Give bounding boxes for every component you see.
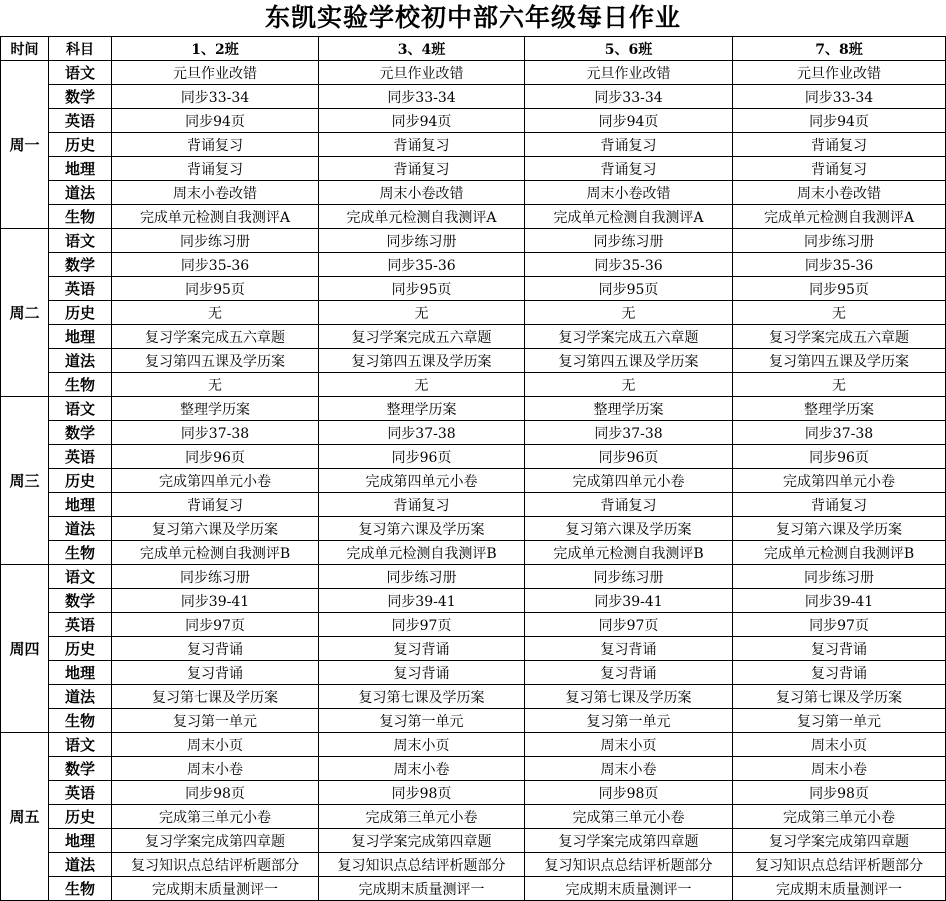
homework-cell: 复习第七课及学历案 [733,685,946,709]
homework-cell: 无 [733,373,946,397]
page-title: 东凯实验学校初中部六年级每日作业 [264,3,681,32]
table-row [1,733,946,757]
homework-cell: 元旦作业改错 [112,61,319,85]
subject-label: 英语 [49,445,112,469]
homework-cell: 完成第三单元小卷 [319,805,525,829]
homework-cell: 同步95页 [733,277,946,301]
homework-cell: 复习第六课及学历案 [525,517,733,541]
header-row [1,37,946,61]
table-row [1,565,946,589]
subject-label: 数学 [49,253,112,277]
homework-cell: 周末小卷 [319,757,525,781]
homework-cell: 完成期末质量测评一 [319,877,525,901]
homework-cell: 周末小页 [319,733,525,757]
homework-cell: 复习背诵 [525,637,733,661]
table-row [1,589,946,613]
homework-cell: 复习背诵 [733,661,946,685]
homework-cell: 无 [733,301,946,325]
header-class-3-4: 3、4班 [319,37,525,61]
homework-cell: 同步35-36 [733,253,946,277]
homework-cell: 复习背诵 [733,637,946,661]
homework-cell: 复习第七课及学历案 [112,685,319,709]
homework-cell: 完成第四单元小卷 [112,469,319,493]
homework-cell: 完成第四单元小卷 [525,469,733,493]
homework-cell: 同步95页 [112,277,319,301]
homework-cell: 复习第六课及学历案 [733,517,946,541]
homework-cell: 复习学案完成第四章题 [525,829,733,853]
subject-label: 语文 [49,229,112,253]
table-body [1,61,946,901]
homework-cell: 周末小卷改错 [525,181,733,205]
homework-cell: 复习学案完成五六章题 [319,325,525,349]
homework-cell: 复习知识点总结评析题部分 [525,853,733,877]
homework-cell: 同步98页 [733,781,946,805]
homework-cell: 无 [112,373,319,397]
table-row [1,613,946,637]
homework-cell: 复习知识点总结评析题部分 [112,853,319,877]
day-label: 周二 [1,229,49,397]
table-row [1,829,946,853]
homework-cell: 周末小卷改错 [733,181,946,205]
homework-cell: 同步练习册 [525,565,733,589]
day-label: 周四 [1,565,49,733]
homework-cell: 完成单元检测自我测评A [733,205,946,229]
table-row [1,349,946,373]
homework-cell: 复习学案完成第四章题 [112,829,319,853]
homework-cell: 同步33-34 [319,85,525,109]
table-row [1,109,946,133]
homework-cell: 完成单元检测自我测评B [733,541,946,565]
subject-label: 历史 [49,637,112,661]
day-label: 周一 [1,61,49,229]
day-label: 周五 [1,733,49,901]
homework-cell: 完成期末质量测评一 [733,877,946,901]
homework-cell: 同步练习册 [525,229,733,253]
homework-cell: 背诵复习 [112,133,319,157]
table-row [1,637,946,661]
homework-cell: 同步练习册 [112,565,319,589]
homework-cell: 元旦作业改错 [319,61,525,85]
homework-cell: 完成单元检测自我测评A [319,205,525,229]
homework-cell: 周末小卷 [112,757,319,781]
subject-label: 道法 [49,349,112,373]
homework-cell: 复习第七课及学历案 [525,685,733,709]
subject-label: 生物 [49,709,112,733]
homework-cell: 完成单元检测自我测评A [525,205,733,229]
homework-cell: 同步98页 [112,781,319,805]
homework-cell: 背诵复习 [733,157,946,181]
homework-cell: 复习第七课及学历案 [319,685,525,709]
homework-cell: 无 [525,301,733,325]
homework-cell: 同步练习册 [319,565,525,589]
table-row [1,61,946,85]
homework-cell: 复习知识点总结评析题部分 [733,853,946,877]
subject-label: 地理 [49,157,112,181]
homework-cell: 同步97页 [319,613,525,637]
subject-label: 历史 [49,133,112,157]
homework-cell: 背诵复习 [112,157,319,181]
table-row [1,325,946,349]
subject-label: 历史 [49,805,112,829]
homework-cell: 复习第四五课及学历案 [525,349,733,373]
homework-cell: 同步95页 [319,277,525,301]
homework-cell: 同步94页 [319,109,525,133]
subject-label: 数学 [49,757,112,781]
header-subject: 科目 [49,37,112,61]
homework-cell: 完成期末质量测评一 [525,877,733,901]
homework-cell: 整理学历案 [319,397,525,421]
subject-label: 生物 [49,541,112,565]
header-time: 时间 [1,37,49,61]
subject-label: 生物 [49,205,112,229]
header-class-1-2: 1、2班 [112,37,319,61]
homework-cell: 复习知识点总结评析题部分 [319,853,525,877]
subject-label: 语文 [49,565,112,589]
homework-cell: 背诵复习 [525,493,733,517]
subject-label: 语文 [49,61,112,85]
table-row [1,469,946,493]
table-row [1,373,946,397]
homework-cell: 复习学案完成五六章题 [733,325,946,349]
homework-cell: 周末小页 [733,733,946,757]
homework-cell: 完成期末质量测评一 [112,877,319,901]
homework-cell: 同步37-38 [319,421,525,445]
subject-label: 英语 [49,277,112,301]
homework-cell: 同步94页 [733,109,946,133]
table-row [1,205,946,229]
homework-cell: 同步39-41 [112,589,319,613]
homework-cell: 同步95页 [525,277,733,301]
header-class-5-6: 5、6班 [525,37,733,61]
table-row [1,445,946,469]
subject-label: 地理 [49,325,112,349]
homework-cell: 无 [525,373,733,397]
homework-cell: 完成第四单元小卷 [319,469,525,493]
homework-cell: 同步35-36 [525,253,733,277]
homework-cell: 背诵复习 [525,157,733,181]
homework-cell: 同步98页 [525,781,733,805]
homework-cell: 同步练习册 [112,229,319,253]
homework-cell: 复习第一单元 [733,709,946,733]
subject-label: 地理 [49,829,112,853]
table-row [1,805,946,829]
subject-label: 历史 [49,469,112,493]
homework-cell: 同步37-38 [733,421,946,445]
homework-cell: 同步97页 [112,613,319,637]
subject-label: 生物 [49,373,112,397]
subject-label: 数学 [49,589,112,613]
homework-cell: 背诵复习 [319,157,525,181]
homework-cell: 整理学历案 [525,397,733,421]
homework-cell: 整理学历案 [112,397,319,421]
subject-label: 历史 [49,301,112,325]
homework-cell: 复习第六课及学历案 [112,517,319,541]
homework-cell: 完成第三单元小卷 [112,805,319,829]
homework-cell: 无 [319,301,525,325]
homework-cell: 同步37-38 [525,421,733,445]
homework-cell: 复习第四五课及学历案 [319,349,525,373]
subject-label: 道法 [49,181,112,205]
homework-cell: 同步97页 [733,613,946,637]
homework-cell: 同步33-34 [525,85,733,109]
homework-cell: 复习第一单元 [319,709,525,733]
homework-cell: 同步94页 [525,109,733,133]
homework-cell: 复习学案完成五六章题 [112,325,319,349]
table-row [1,661,946,685]
table-row [1,853,946,877]
homework-cell: 同步37-38 [112,421,319,445]
table-row [1,517,946,541]
homework-cell: 复习背诵 [319,637,525,661]
homework-cell: 同步39-41 [733,589,946,613]
subject-label: 数学 [49,421,112,445]
table-row [1,229,946,253]
homework-cell: 完成单元检测自我测评A [112,205,319,229]
homework-cell: 复习学案完成第四章题 [319,829,525,853]
homework-cell: 周末小页 [112,733,319,757]
homework-cell: 完成第三单元小卷 [525,805,733,829]
homework-cell: 同步练习册 [319,229,525,253]
header-class-7-8: 7、8班 [733,37,946,61]
homework-cell: 完成第三单元小卷 [733,805,946,829]
table-row [1,685,946,709]
homework-cell: 背诵复习 [319,493,525,517]
homework-cell: 周末小卷 [525,757,733,781]
subject-label: 生物 [49,877,112,901]
homework-cell: 同步96页 [733,445,946,469]
table-row [1,397,946,421]
homework-cell: 无 [319,373,525,397]
table-row [1,493,946,517]
subject-label: 语文 [49,733,112,757]
homework-cell: 同步96页 [112,445,319,469]
subject-label: 数学 [49,85,112,109]
homework-cell: 完成第四单元小卷 [733,469,946,493]
homework-cell: 背诵复习 [112,493,319,517]
homework-cell: 完成单元检测自我测评B [525,541,733,565]
subject-label: 英语 [49,613,112,637]
table-row [1,757,946,781]
subject-label: 道法 [49,685,112,709]
subject-label: 地理 [49,661,112,685]
homework-cell: 同步33-34 [112,85,319,109]
subject-label: 道法 [49,853,112,877]
homework-cell: 同步39-41 [525,589,733,613]
homework-cell: 完成单元检测自我测评B [112,541,319,565]
homework-cell: 整理学历案 [733,397,946,421]
table-row [1,541,946,565]
homework-cell: 复习第四五课及学历案 [733,349,946,373]
table-row [1,877,946,901]
homework-cell: 复习学案完成第四章题 [733,829,946,853]
homework-cell: 同步98页 [319,781,525,805]
homework-cell: 周末小卷改错 [112,181,319,205]
homework-cell: 复习第六课及学历案 [319,517,525,541]
homework-cell: 背诵复习 [525,133,733,157]
table-row [1,157,946,181]
homework-cell: 元旦作业改错 [525,61,733,85]
subject-label: 英语 [49,781,112,805]
homework-cell: 复习背诵 [112,637,319,661]
homework-cell: 无 [112,301,319,325]
day-label: 周三 [1,397,49,565]
homework-cell: 背诵复习 [733,133,946,157]
table-row [1,421,946,445]
homework-cell: 同步35-36 [112,253,319,277]
subject-label: 英语 [49,109,112,133]
homework-cell: 同步96页 [525,445,733,469]
table-row [1,85,946,109]
homework-cell: 同步练习册 [733,565,946,589]
homework-cell: 同步96页 [319,445,525,469]
homework-cell: 复习第四五课及学历案 [112,349,319,373]
table-row [1,301,946,325]
homework-cell: 周末小页 [525,733,733,757]
table-row [1,181,946,205]
homework-cell: 同步35-36 [319,253,525,277]
homework-cell: 同步39-41 [319,589,525,613]
homework-table [0,36,946,901]
table-row [1,277,946,301]
homework-cell: 同步97页 [525,613,733,637]
homework-cell: 复习背诵 [525,661,733,685]
subject-label: 语文 [49,397,112,421]
subject-label: 地理 [49,493,112,517]
homework-cell: 周末小卷 [733,757,946,781]
homework-cell: 同步33-34 [733,85,946,109]
homework-cell: 复习背诵 [112,661,319,685]
homework-cell: 元旦作业改错 [733,61,946,85]
table-row [1,253,946,277]
homework-cell: 周末小卷改错 [319,181,525,205]
homework-cell: 完成单元检测自我测评B [319,541,525,565]
table-row [1,133,946,157]
table-row [1,781,946,805]
homework-cell: 背诵复习 [319,133,525,157]
subject-label: 道法 [49,517,112,541]
homework-cell: 同步练习册 [733,229,946,253]
homework-cell: 复习学案完成五六章题 [525,325,733,349]
table-row [1,709,946,733]
homework-cell: 复习第一单元 [112,709,319,733]
homework-cell: 复习背诵 [319,661,525,685]
homework-cell: 背诵复习 [733,493,946,517]
homework-cell: 复习第一单元 [525,709,733,733]
homework-cell: 同步94页 [112,109,319,133]
